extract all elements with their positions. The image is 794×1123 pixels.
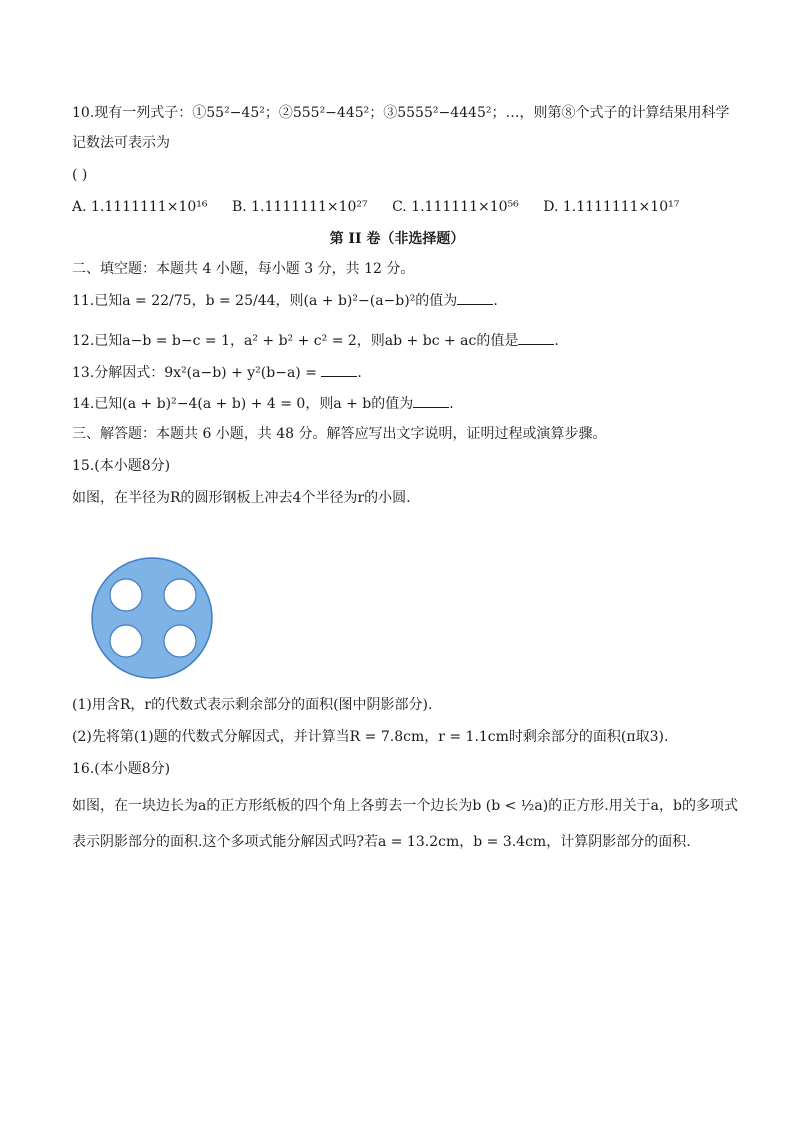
q12-text: 12.已知a−b = b−c = 1，a² + b² + c² = 2，则ab + bc + ac的值是: [72, 333, 519, 349]
section-title: 第 II 卷（非选择题）: [329, 231, 465, 247]
q10-options: [72, 197, 722, 217]
hole-top-right: [164, 579, 196, 611]
hole-bottom-right: [164, 625, 196, 657]
q10-option-c[interactable]: C. 1.111111×10⁵⁶: [392, 199, 519, 215]
q10-line2: 记数法可表示为: [72, 135, 170, 151]
q14-blank[interactable]: [413, 393, 449, 408]
q16-label: 16.(本小题8分): [72, 761, 171, 777]
q16-line2: 表示阴影部分的面积.这个多项式能分解因式吗?若a = 13.2cm，b = 3.4cm，计算阴影部分的面积.: [72, 834, 691, 850]
q15-sub1: (1)用含R，r的代数式表示剩余部分的面积(图中阴影部分).: [72, 697, 433, 713]
q11: 11.已知a = 22/75，b = 25/44，则(a + b)²−(a−b)²的值为 .: [72, 290, 722, 311]
q15-label: 15.(本小题8分): [72, 458, 171, 474]
q14-text: 14.已知(a + b)²−4(a + b) + 4 = 0，则a + b的值为: [72, 396, 414, 412]
q13: 13.分解因式：9x²(a−b) + y²(b−a) = .: [72, 362, 722, 383]
q11-text: 11.已知a = 22/75，b = 25/44，则(a + b)²−(a−b)²的值为: [72, 293, 458, 309]
q10-line1: 10.现有一列式子：①55²−45²；②555²−445²；③5555²−4445²；…，则第⑧个式子的计算结果用科学: [72, 105, 730, 121]
part2-header: 二、填空题：本题共 4 小题，每小题 3 分，共 12 分。: [72, 261, 415, 277]
disk-shape: [92, 558, 212, 678]
q10-answer-paren: ( ): [72, 167, 88, 183]
q10-option-d[interactable]: D. 1.1111111×10¹⁷: [543, 199, 680, 215]
q15-sub2: (2)先将第(1)题的代数式分解因式，并计算当R = 7.8cm，r = 1.1cm时剩余部分的面积(π取3).: [72, 729, 669, 745]
q12: 12.已知a−b = b−c = 1，a² + b² + c² = 2，则ab + bc + ac的值是 .: [72, 330, 722, 351]
hole-bottom-left: [110, 625, 142, 657]
q13-text: 13.分解因式：9x²(a−b) + y²(b−a) =: [72, 365, 317, 381]
q10-option-a[interactable]: A. 1.1111111×10¹⁶: [72, 199, 208, 215]
q12-blank[interactable]: [518, 330, 554, 345]
q14: 14.已知(a + b)²−4(a + b) + 4 = 0，则a + b的值为 .: [72, 393, 722, 414]
q10-option-b[interactable]: B. 1.1111111×10²⁷: [231, 199, 368, 215]
q11-blank[interactable]: [457, 290, 493, 305]
steel-disk-figure: [84, 555, 220, 681]
q15-stem: 如图，在半径为R的圆形钢板上冲去4个半径为r的小圆.: [72, 490, 411, 506]
hole-top-left: [110, 579, 142, 611]
q13-blank[interactable]: [321, 362, 357, 377]
part3-header: 三、解答题：本题共 6 小题，共 48 分。解答应写出文字说明，证明过程或演算步骤。: [72, 426, 607, 442]
q16-line1: 如图，在一块边长为a的正方形纸板的四个角上各剪去一个边长为b (b < ½a)的正方形.用关于a，b的多项式: [72, 798, 738, 814]
